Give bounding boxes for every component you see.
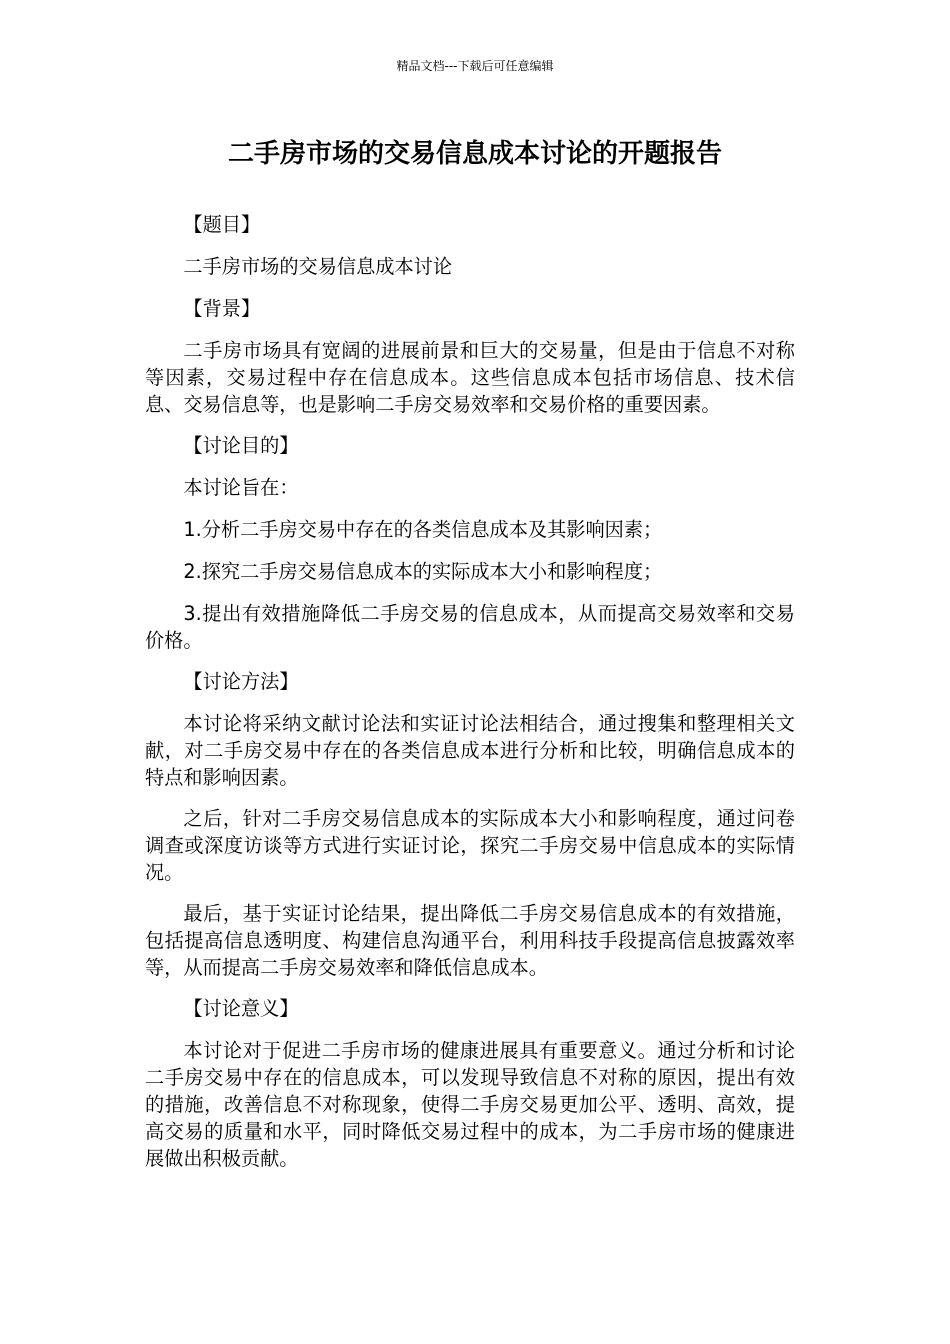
section-heading-background: 【背景】 (183, 297, 261, 320)
section-heading-method: 【讨论方法】 (183, 670, 299, 693)
purpose-intro: 本讨论旨在： (183, 476, 299, 499)
purpose-item-2: 2.探究二手房交易信息成本的实际成本大小和影响程度； (183, 560, 663, 583)
method-paragraph-2: 之后，针对二手房交易信息成本的实际成本大小和影响程度，通过问卷调查或深度访谈等方式进行实证讨论，探究二手房交易中信息成本的实际情况。 (145, 807, 795, 884)
method-paragraph-3: 最后，基于实证讨论结果，提出降低二手房交易信息成本的有效措施，包括提高信息透明度、构建信息沟通平台，利用科技手段提高信息披露效率等，从而提高二手房交易效率和降低信息成本。 (145, 902, 795, 979)
document-body (145, 211, 795, 1186)
section-heading-topic: 【题目】 (183, 213, 261, 236)
method-paragraph-1: 本讨论将采纳文献讨论法和实证讨论法相结合，通过搜集和整理相关文献，对二手房交易中存在的各类信息成本进行分析和比较，明确信息成本的特点和影响因素。 (145, 712, 795, 789)
section-heading-purpose: 【讨论目的】 (183, 434, 299, 457)
background-paragraph: 二手房市场具有宽阔的进展前景和巨大的交易量，但是由于信息不对称等因素，交易过程中存在信息成本。这些信息成本包括市场信息、技术信息、交易信息等，也是影响二手房交易效率和交易价格的重要因素。 (145, 339, 795, 416)
purpose-item-1: 1.分析二手房交易中存在的各类信息成本及其影响因素； (183, 518, 663, 541)
topic-text: 二手房市场的交易信息成本讨论 (183, 255, 453, 278)
document-title: 二手房市场的交易信息成本讨论的开题报告 (227, 139, 722, 169)
purpose-item-3: 3.提出有效措施降低二手房交易的信息成本，从而提高交易效率和交易价格。 (145, 602, 795, 652)
section-heading-significance: 【讨论意义】 (183, 997, 299, 1020)
significance-paragraph: 本讨论对于促进二手房市场的健康进展具有重要意义。通过分析和讨论二手房交易中存在的信息成本，可以发现导致信息不对称的原因，提出有效的措施，改善信息不对称现象，使得二手房交易更加公平、透明、高效，提高交易的质量和水平，同时降低交易过程中的成本，为二手房市场的健康进展做出积极贡献。 (145, 1039, 795, 1170)
page-header: 精品文档---下载后可任意编辑 (396, 59, 554, 73)
